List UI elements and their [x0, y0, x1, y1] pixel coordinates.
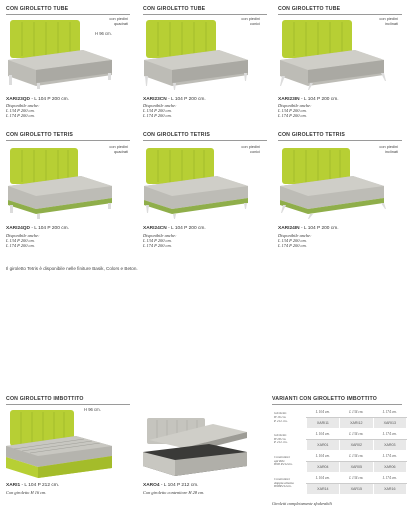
- feet-note: con piedini quadrati: [109, 144, 128, 154]
- size-cell: L 134 cm.: [340, 451, 373, 462]
- section-title-tube: CON GIROLETTO TUBE: [6, 6, 69, 12]
- size-variant: L 134 P 200 cm.: [143, 238, 172, 243]
- divider: [278, 14, 402, 15]
- code-cell: XAR02: [340, 440, 373, 451]
- size-cell: L 134 cm.: [340, 407, 373, 418]
- size-variant: L 174 P 200 cm.: [278, 243, 307, 248]
- size-variant: L 174 P 200 cm.: [143, 113, 172, 118]
- section-title-imbottito: CON GIROLETTO IMBOTTITO: [6, 396, 84, 402]
- section-title-tetris: CON GIROLETTO TETRIS: [6, 132, 74, 138]
- feet-note: con piedini inclinati: [379, 144, 398, 154]
- bed-image-imbottito: [6, 410, 118, 478]
- row-label: Contenitore apribile H28 P212cm.: [274, 454, 293, 467]
- size-cell: L 134 cm.: [340, 473, 373, 484]
- size-variant: L 134 P 200 cm.: [143, 108, 172, 113]
- section-title-tube: CON GIROLETTO TUBE: [143, 6, 206, 12]
- code-cell: XAR15: [340, 484, 373, 495]
- frame-note: Con giroletto contenitore H 28 cm.: [143, 490, 205, 495]
- divider: [6, 140, 130, 141]
- code-cell: XARI12: [340, 418, 373, 429]
- product-code: XARI23QD - L 104 P 200 cm.: [6, 97, 69, 102]
- size-variant: L 174 P 200 cm.: [6, 113, 35, 118]
- section-title-tetris: CON GIROLETTO TETRIS: [143, 132, 211, 138]
- tetris-finish-note: Il giroletto Tetris è disponibile nelle finiture Basik, Colors e Beton.: [6, 266, 138, 271]
- code-cell: XAR01: [306, 440, 339, 451]
- size-cell: L 134 cm.: [340, 429, 373, 440]
- table-footnote: Giroletti completamente sfoderabili: [272, 501, 332, 506]
- available-label: Disponibile anche:: [278, 233, 312, 238]
- height-note: H 96 cm.: [95, 31, 112, 36]
- divider: [6, 404, 130, 405]
- size-cell: L 174 cm.: [373, 429, 406, 440]
- code-cell: XAR06: [373, 462, 406, 473]
- available-label: Disponibile anche:: [143, 233, 177, 238]
- product-code: XARI24IN - L 104 P 200 cm.: [278, 226, 339, 231]
- product-code: XARI24CN - L 104 P 200 cm.: [143, 226, 206, 231]
- available-label: Disponibile anche:: [6, 233, 40, 238]
- size-variant: L 174 P 200 cm.: [278, 113, 307, 118]
- bed-image-tube-conical: [144, 20, 254, 90]
- bed-image-storage: [143, 418, 255, 478]
- code-cell: XAR16: [373, 484, 406, 495]
- height-note: H 96 cm.: [84, 407, 101, 412]
- product-code: XARI1 - L 104 P 212 cm.: [6, 483, 60, 488]
- divider: [143, 140, 267, 141]
- section-title-tetris: CON GIROLETTO TETRIS: [278, 132, 346, 138]
- table-row: [272, 429, 407, 440]
- divider: [278, 140, 402, 141]
- section-title-varianti: VARIANTI CON GIROLETTO IMBOTTITO: [272, 396, 377, 402]
- bed-image-tetris-square: [8, 148, 118, 220]
- variants-table: [272, 407, 407, 495]
- code-cell: XARI13: [373, 418, 406, 429]
- frame-note: Con giroletto H 16 cm.: [6, 490, 47, 495]
- size-cell: L 174 cm.: [373, 451, 406, 462]
- available-label: Disponibile anche:: [6, 103, 40, 108]
- size-variant: L 174 P 200 cm.: [143, 243, 172, 248]
- bed-image-tetris-conical: [144, 148, 254, 220]
- divider: [143, 14, 267, 15]
- code-cell: XAR05: [340, 462, 373, 473]
- feet-note: con piedini inclinati: [379, 16, 398, 26]
- bed-image-tube-inclined: [280, 20, 390, 90]
- size-variant: L 134 P 200 cm.: [6, 108, 35, 113]
- product-code: XARO4 - L 104 P 212 cm.: [143, 483, 199, 488]
- feet-note: con piedini conici: [241, 16, 260, 26]
- size-cell: L 104 cm.: [306, 473, 339, 484]
- row-label: Giroletto H 16 cm. P 212 cm.: [274, 411, 288, 423]
- size-variant: L 134 P 200 cm.: [278, 108, 307, 113]
- code-cell: XAR03: [373, 440, 406, 451]
- table-row: [272, 473, 407, 484]
- divider: [6, 14, 130, 15]
- bed-image-tetris-inclined: [280, 148, 390, 220]
- size-cell: L 174 cm.: [373, 473, 406, 484]
- size-cell: L 174 cm.: [373, 407, 406, 418]
- feet-note: con piedini quadrati: [109, 16, 128, 26]
- size-variant: L 174 P 200 cm.: [6, 243, 35, 248]
- product-code: XARI23IN - L 104 P 200 cm.: [278, 97, 339, 102]
- code-cell: XARI11: [306, 418, 339, 429]
- table-row: [272, 407, 407, 418]
- product-code: XARI24QD - L 104 P 200 cm.: [6, 226, 69, 231]
- size-variant: L 134 P 200 cm.: [6, 238, 35, 243]
- feet-note: con piedini conici: [241, 144, 260, 154]
- product-code: XARI23CN - L 104 P 200 cm.: [143, 97, 206, 102]
- size-cell: L 104 cm.: [306, 407, 339, 418]
- available-label: Disponibile anche:: [278, 103, 312, 108]
- section-title-tube: CON GIROLETTO TUBE: [278, 6, 341, 12]
- table-row: [272, 451, 407, 462]
- size-cell: L 104 cm.: [306, 429, 339, 440]
- available-label: Disponibile anche:: [143, 103, 177, 108]
- row-label: Giroletto H 28 cm. P 212 cm.: [274, 432, 288, 445]
- divider: [272, 404, 402, 405]
- size-cell: L 104 cm.: [306, 451, 339, 462]
- size-variant: L 134 P 200 cm.: [278, 238, 307, 243]
- code-cell: XAR04: [306, 462, 339, 473]
- bed-image-tube-square: [8, 20, 118, 90]
- code-cell: XAR14: [306, 484, 339, 495]
- row-label: Contenitore doppia altezza H28P212cm.: [274, 476, 294, 489]
